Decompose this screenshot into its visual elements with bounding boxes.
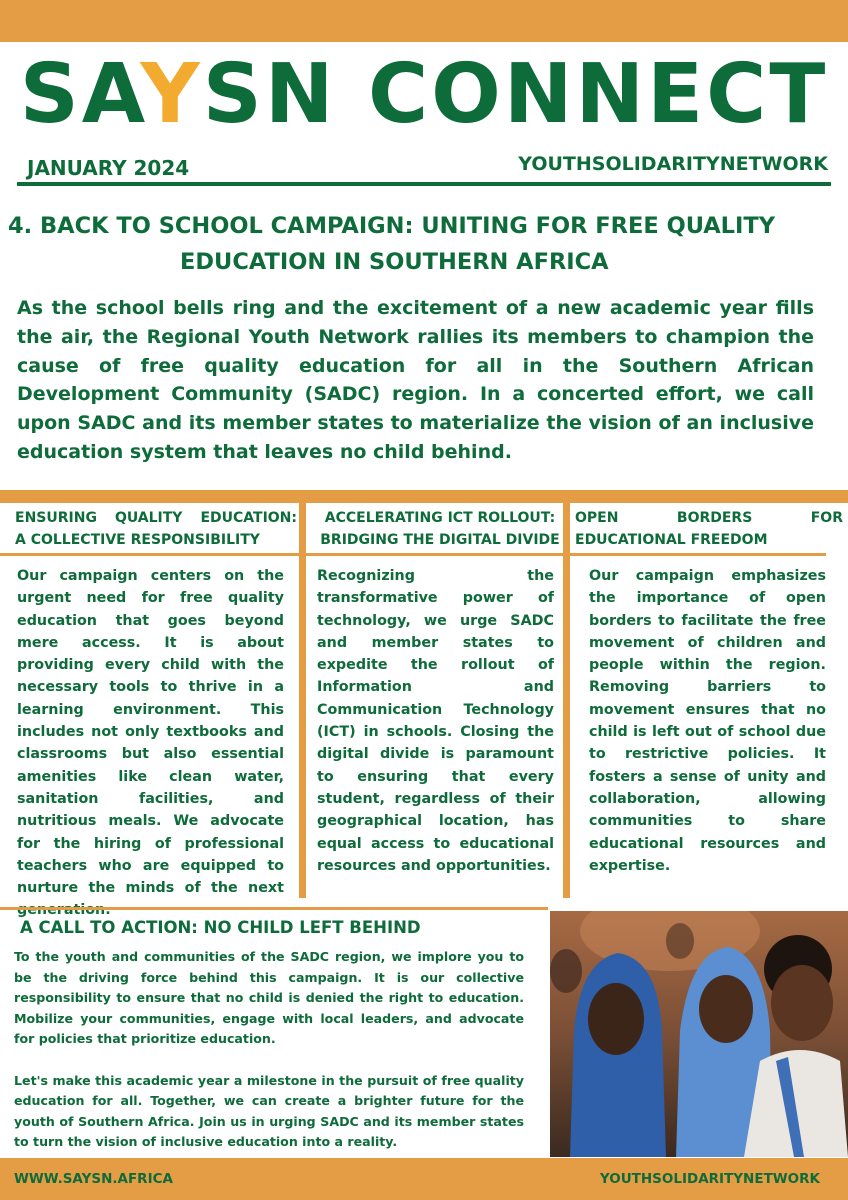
headline-line-2: EDUCATION IN SOUTHERN AFRICA: [180, 249, 609, 275]
column-1-heading-line-1: ENSURING QUALITY EDUCATION:: [15, 510, 297, 526]
column-3-heading-line-1: OPEN BORDERS FOR: [575, 510, 843, 526]
column-1-heading: [15, 507, 297, 551]
column-1-body: Our campaign centers on the urgent need for free quality education that goes beyond mere access. It is about providing every child with the necessary tools to thrive in a learning environment. This includes not only textbooks and classrooms but also essential amenities like clean water, sanitation facilities, and nutritious meals. We advocate for the hiring of professional teachers who are equipped to nurture the minds of the next generation.: [17, 568, 284, 919]
column-divider-1: [299, 503, 306, 898]
call-to-action-paragraph-1: To the youth and communities of the SADC region, we implore you to be the driving force behind this campaign. It is our collective responsibility to ensure that no child is denied the right to education. Mobilize your communities, engage with local leaders, and advocate for policies that prioritize education.: [14, 949, 524, 1047]
call-to-action-paragraph-2: Let's make this academic year a milestone in the pursuit of free quality education for all. Together, we can create a brighter future for the youth of Southern Africa. Join us in urging SADC and its member states to turn the vision of inclusive education into a reality.: [14, 1072, 524, 1150]
article-headline: [0, 208, 848, 280]
footer-website-link[interactable]: WWW.SAYSN.AFRICA: [14, 1171, 173, 1187]
column-1-rule: [0, 553, 306, 556]
column-3-heading-line-2: EDUCATIONAL FREEDOM: [575, 532, 768, 548]
column-divider-2: [563, 503, 570, 898]
column-2-rule: [306, 553, 568, 556]
header-divider: [17, 182, 831, 186]
column-2-heading-line-1: ACCELERATING ICT ROLLOUT:: [324, 510, 556, 526]
column-2-heading-line-2: BRIDGING THE DIGITAL DIVIDE: [320, 532, 560, 548]
top-banner-bar: [0, 0, 848, 42]
masthead-title: [0, 47, 848, 142]
masthead-part-y: Y: [140, 47, 203, 142]
column-3-heading: [575, 507, 843, 551]
footer-network-name: YOUTHSOLIDARITYNETWORK: [599, 1171, 820, 1187]
intro-paragraph: As the school bells ring and the excitement of a new academic year fills the air, the Regional Youth Network rallies its members to champion the cause of free quality education for all in the Southern African Development Community (SADC) region. In a concerted effort, we call upon SADC and its member states to materialize the vision of an inclusive education system that leaves no child behind.: [17, 297, 814, 463]
call-to-action-text: [14, 947, 524, 1153]
column-3-body: Our campaign emphasizes the importance of open borders to facilitate the free movement of children and people within the region. Removing barriers to movement ensures that no child is left out of school due to restrictive policies. It fosters a sense of unity and collaboration, allowing communities to share educational resources and expertise.: [589, 568, 826, 874]
column-1-heading-line-2: A COLLECTIVE RESPONSIBILITY: [15, 532, 260, 548]
network-name-header: YOUTHSOLIDARITYNETWORK: [518, 153, 828, 175]
headline-line-1: 4. BACK TO SCHOOL CAMPAIGN: UNITING FOR FREE QUALITY: [8, 213, 776, 239]
column-3-rule: [570, 553, 826, 556]
schoolchildren-illustration: [550, 911, 848, 1157]
masthead-part-connect: SN CONNECT: [202, 47, 829, 142]
schoolchildren-photo: [550, 911, 848, 1157]
masthead-part-sa: SA: [19, 47, 141, 142]
issue-date: JANUARY 2024: [27, 156, 190, 180]
column-2-heading: [315, 507, 565, 551]
column-2-body: Recognizing the transformative power of technology, we urge SADC and member states to expedite the rollout of Information and Communication Technology (ICT) in schools. Closing the digital divide is paramount to ensuring that every student, regardless of their geographical location, has equal access to educational resources and opportunities.: [317, 568, 554, 874]
section-divider-bar: [0, 490, 848, 503]
call-to-action-title: A CALL TO ACTION: NO CHILD LEFT BEHIND: [20, 918, 421, 937]
